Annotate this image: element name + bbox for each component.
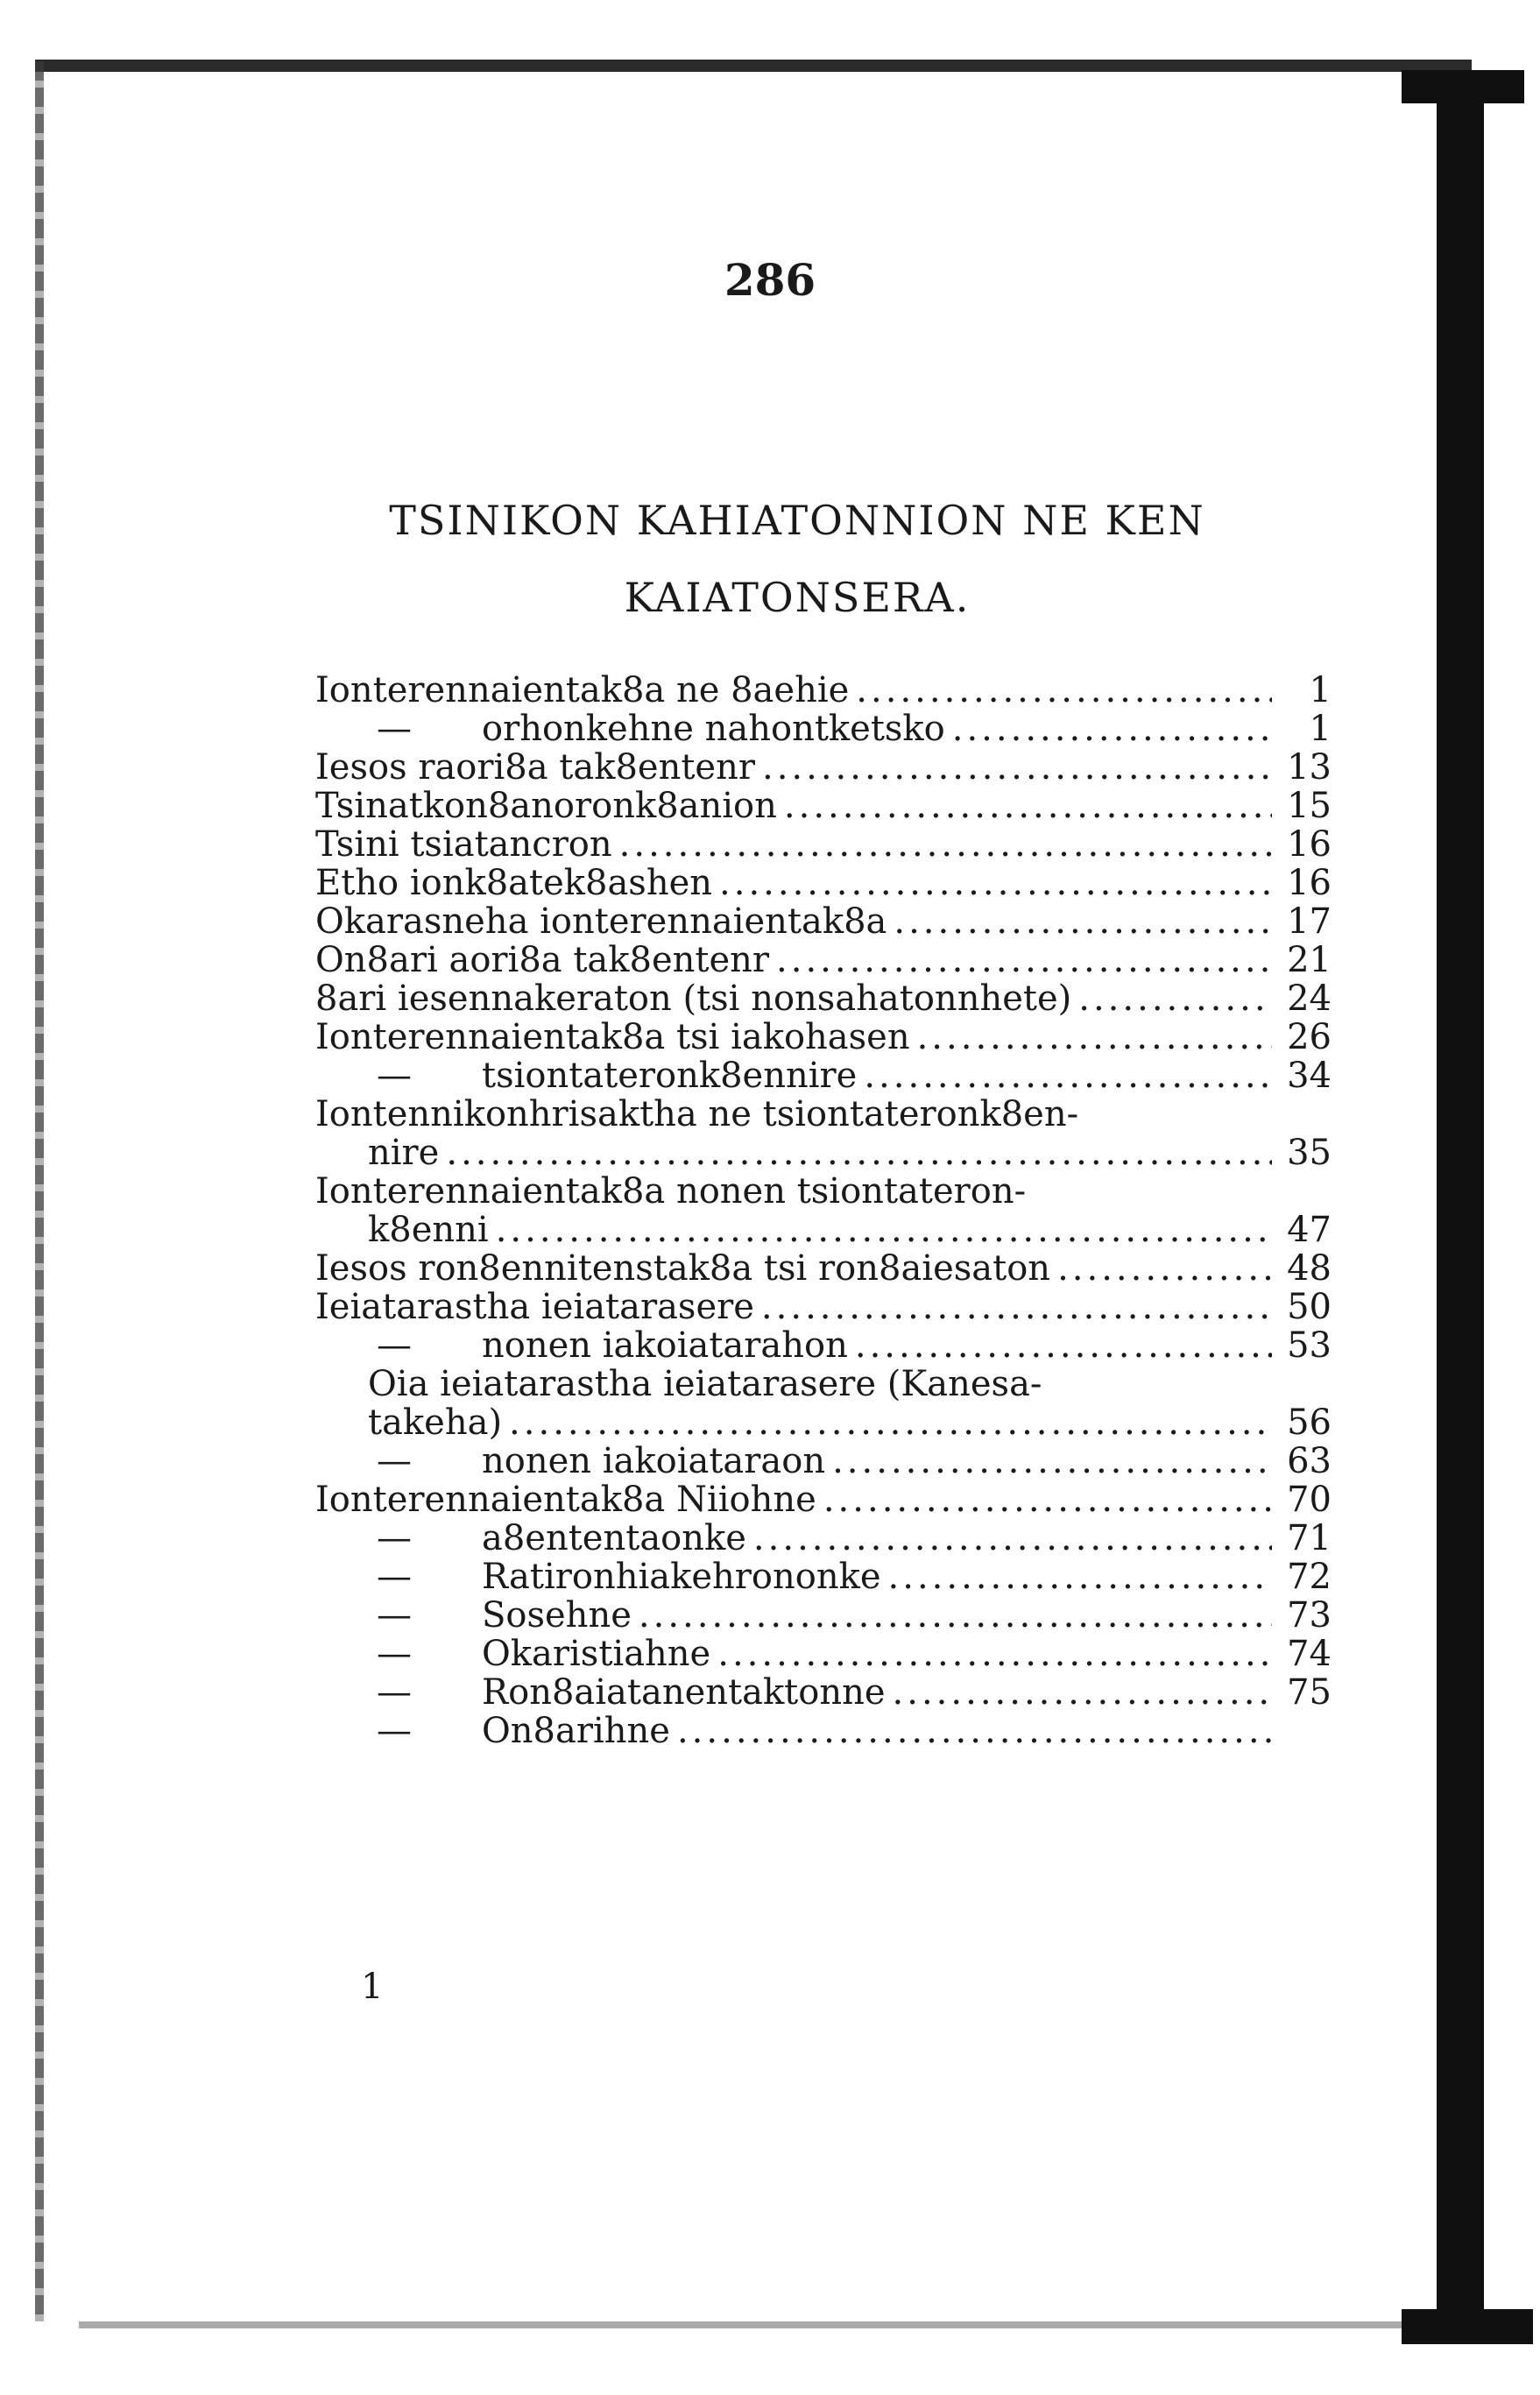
toc-entry-page: 15 [1287,786,1332,826]
toc-entry [315,1403,1332,1442]
toc-entry-leader [784,787,1272,825]
toc-entry-leader [496,1211,1272,1249]
toc-entry-title: k8enni [368,1210,489,1250]
toc-entry-leader [894,902,1272,941]
toc-entry-page: 72 [1287,1557,1332,1597]
toc-entry [315,1519,1332,1558]
toc-entry-page: 24 [1287,978,1332,1019]
toc-entry-leader [893,1673,1272,1712]
toc-entry [315,1673,1332,1712]
toc-entry-title: Ieiatarastha ieiatarasere [315,1287,754,1327]
toc-entry-dash: — [377,1672,412,1713]
toc-entry [315,902,1332,941]
toc-entry-leader [677,1712,1272,1750]
toc-entry-leader [761,1288,1272,1326]
toc-entry-title: Iontennikonhrisaktha ne tsiontateronk8en- [315,1094,1079,1134]
toc-entry-leader [776,941,1272,979]
toc-entry-title: Tsini tsiatancron [315,824,612,865]
toc-entry-page: 73 [1287,1595,1332,1636]
toc-entry-title: Oia ieiatarastha ieiatarasere (Kanesa- [368,1364,1042,1404]
toc-entry-title: Ron8aiatanentaktonne [482,1672,886,1713]
toc-entry-page: 71 [1287,1518,1332,1558]
toc-entry-page: 74 [1287,1634,1332,1674]
toc-entry-title: Etho ionk8atek8ashen [315,863,713,903]
toc-entry-title: On8arihne [482,1711,670,1751]
toc-entry [315,1326,1332,1365]
toc-entry-dash: — [377,1711,412,1751]
toc-entry-dash: — [377,1056,412,1096]
toc-entry-title: nire [368,1133,440,1173]
toc-entry-page: 35 [1287,1133,1332,1173]
toc-entry-title: nonen iakoiataraon [482,1441,826,1481]
toc-entry [315,1018,1332,1056]
toc-entry-title: Okaristiahne [482,1634,711,1674]
toc-entry [315,1480,1332,1519]
toc-entry-title: 8ari iesennakeraton (tsi nonsahatonnhete) [315,978,1072,1019]
toc-entry-page: 47 [1287,1210,1332,1250]
toc-entry-page: 56 [1287,1402,1332,1443]
toc-entry [315,1134,1332,1172]
toc-entry [315,941,1332,979]
toc-entry-leader [509,1403,1272,1442]
toc-entry-page: 1 [1309,709,1332,749]
toc-entry [315,825,1332,864]
scan-frame-top [35,60,1472,72]
toc-entry [315,671,1332,710]
toc-entry [315,748,1332,787]
toc-entry [315,1288,1332,1326]
toc-entry-leader [888,1558,1272,1596]
toc-entry-page: 53 [1287,1325,1332,1366]
toc-entry [315,1596,1332,1635]
toc-entry-leader [619,825,1272,864]
toc-entry-title: Ionterennaientak8a tsi iakohasen [315,1017,910,1057]
table-of-contents [315,671,1332,1750]
toc-entry-title: orhonkehne nahontketsko [482,709,945,749]
toc-entry-dash: — [377,1518,412,1558]
toc-entry-dash: — [377,1557,412,1597]
toc-entry [315,1172,1332,1211]
toc-entry [315,1712,1332,1750]
toc-entry-title: Tsinatkon8anoronk8anion [315,786,777,826]
toc-entry-leader [762,748,1272,787]
toc-entry-title: Ionterennaientak8a nonen tsiontateron- [315,1171,1027,1212]
toc-entry-title: takeha) [368,1402,503,1443]
toc-entry-leader [719,864,1272,902]
page-title [298,482,1296,636]
toc-entry-leader [952,710,1272,748]
page-number: 286 [724,254,816,306]
toc-entry-page: 70 [1287,1480,1332,1520]
toc-entry-leader [832,1442,1272,1480]
toc-entry-page: 75 [1287,1672,1332,1713]
toc-entry-leader [639,1596,1272,1635]
toc-entry-title: Ratironhiakehrononke [482,1557,881,1597]
toc-entry-title: tsiontateronk8ennire [482,1056,858,1096]
toc-entry-page: 13 [1287,747,1332,788]
toc-entry-title: Sosehne [482,1595,632,1636]
toc-entry-leader [917,1018,1272,1056]
toc-entry-page: 16 [1287,824,1332,865]
toc-entry [315,1211,1332,1249]
toc-entry [315,1249,1332,1288]
toc-entry-leader [856,671,1272,710]
toc-entry-leader [855,1326,1272,1365]
toc-entry [315,979,1332,1018]
toc-entry-page: 26 [1287,1017,1332,1057]
toc-entry-page: 17 [1287,901,1332,942]
toc-entry-leader [1057,1249,1272,1288]
toc-entry-page: 63 [1287,1441,1332,1481]
toc-entry-page: 34 [1287,1056,1332,1096]
toc-entry-title: Ionterennaientak8a Niiohne [315,1480,816,1520]
toc-entry [315,1558,1332,1596]
book-spine-cap-bottom [1402,2309,1533,2344]
toc-entry-title: Ionterennaientak8a ne 8aehie [315,670,850,710]
margin-mark: 1 [361,1967,384,2007]
toc-entry [315,1365,1332,1403]
toc-entry-leader [753,1519,1272,1558]
toc-entry-page: 1 [1309,670,1332,710]
toc-entry [315,864,1332,902]
toc-entry-title: Iesos raori8a tak8entenr [315,747,755,788]
toc-entry [315,1635,1332,1673]
toc-entry [315,787,1332,825]
toc-entry-page: 16 [1287,863,1332,903]
book-spine-cap-top [1402,70,1524,103]
toc-entry-dash: — [377,1595,412,1636]
toc-entry-title: nonen iakoiatarahon [482,1325,848,1366]
toc-entry-dash: — [377,1325,412,1366]
toc-entry-title: Okarasneha ionterennaientak8a [315,901,887,942]
toc-entry-dash: — [377,709,412,749]
toc-entry [315,1442,1332,1480]
toc-entry-leader [717,1635,1272,1673]
toc-entry-page: 48 [1287,1248,1332,1289]
toc-entry-dash: — [377,1634,412,1674]
toc-entry-leader [1078,979,1272,1018]
toc-entry-leader [864,1056,1272,1095]
toc-entry [315,1056,1332,1095]
scan-frame-bottom [79,2321,1463,2328]
toc-entry-dash: — [377,1441,412,1481]
toc-entry-title: On8ari aori8a tak8entenr [315,940,770,980]
toc-entry [315,1095,1332,1134]
title-line-2: KAIATONSERA. [624,574,971,621]
toc-entry-page: 50 [1287,1287,1332,1327]
scan-frame-left [35,61,44,2321]
book-spine [1437,84,1484,2327]
toc-entry-leader [823,1480,1272,1519]
title-line-1: TSINIKON KAHIATONNION NE KEN [389,497,1205,544]
toc-entry-page: 21 [1287,940,1332,980]
toc-entry-title: a8ententaonke [482,1518,746,1558]
toc-entry-title: Iesos ron8ennitenstak8a tsi ron8aiesaton [315,1248,1051,1289]
toc-entry [315,710,1332,748]
toc-entry-leader [446,1134,1272,1172]
